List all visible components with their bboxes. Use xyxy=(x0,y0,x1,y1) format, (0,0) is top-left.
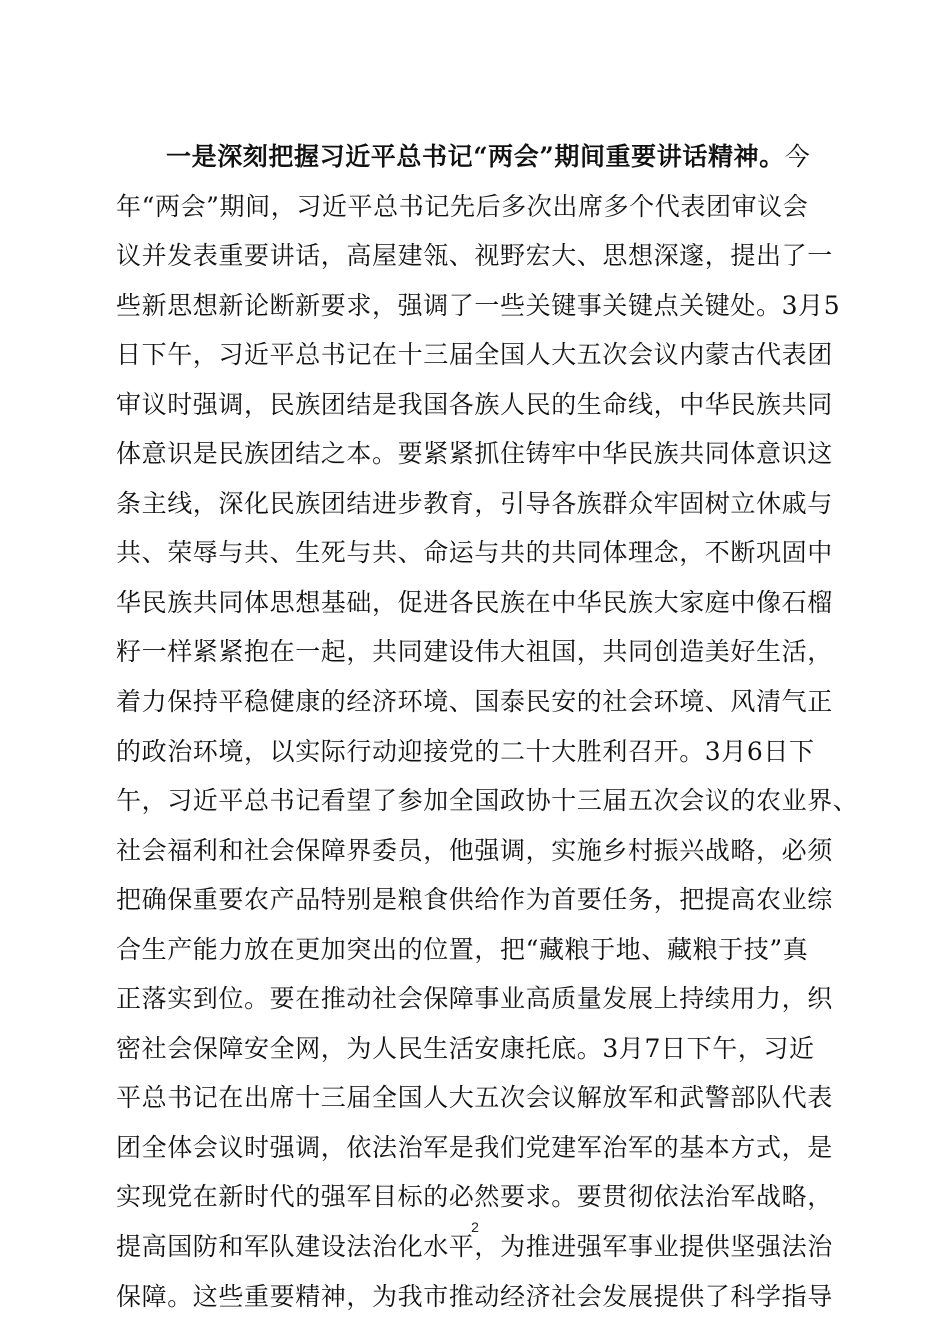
paragraph-line: 午，习近平总书记看望了参加全国政协十三届五次会议的农业界、 xyxy=(116,786,859,816)
paragraph-line: 审议时强调，民族团结是我国各族人民的生命线，中华民族共同 xyxy=(116,389,833,419)
paragraph-line: 着力保持平稳健康的经济环境、国泰民安的社会环境、风清气正 xyxy=(116,687,833,717)
paragraph-line-1 xyxy=(116,132,838,182)
paragraph-line: 共、荣辱与共、生死与共、命运与共的共同体理念，不断巩固中 xyxy=(116,538,833,568)
paragraph-line: 密社会保障安全网，为人民生活安康托底。3月7日下午，习近 xyxy=(116,1033,815,1063)
paragraph-text: 今 xyxy=(784,142,811,171)
paragraph-lead-heading: 一是深刻把握习近平总书记“两会”期间重要讲话精神。 xyxy=(166,142,785,171)
paragraph-line: 实现党在新时代的强军目标的必然要求。要贯彻依法治军战略， xyxy=(116,1182,833,1212)
paragraph-line: 条主线，深化民族团结进步教育，引导各族群众牢固树立休戚与 xyxy=(116,488,833,518)
page-number: 2 xyxy=(471,1219,479,1235)
paragraph-line: 华民族共同体思想基础，促进各民族在中华民族大家庭中像石榴 xyxy=(116,587,833,617)
paragraph-line: 些新思想新论断新要求，强调了一些关键事关键点关键处。3月5 xyxy=(116,290,841,320)
paragraph-line: 合生产能力放在更加突出的位置，把“藏粮于地、藏粮于技”真 xyxy=(116,934,809,964)
body-paragraph xyxy=(116,132,859,1321)
paragraph-line: 日下午，习近平总书记在十三届全国人大五次会议内蒙古代表团 xyxy=(116,340,833,370)
paragraph-line: 把确保重要农产品特别是粮食供给作为首要任务，把提高农业综 xyxy=(116,885,833,915)
paragraph-line: 社会福利和社会保障界委员，他强调，实施乡村振兴战略，必须 xyxy=(116,835,833,865)
paragraph-line: 籽一样紧紧抱在一起，共同建设伟大祖国，共同创造美好生活， xyxy=(116,637,833,667)
paragraph-line: 团全体会议时强调，依法治军是我们党建军治军的基本方式，是 xyxy=(116,1132,833,1162)
paragraph-line: 体意识是民族团结之本。要紧紧抓住铸牢中华民族共同体意识这 xyxy=(116,439,833,469)
paragraph-line: 的政治环境，以实际行动迎接党的二十大胜利召开。3月6日下 xyxy=(116,736,815,766)
paragraph-line: 正落实到位。要在推动社会保障事业高质量发展上持续用力，织 xyxy=(116,984,833,1014)
paragraph-line: 议并发表重要讲话，高屋建瓴、视野宏大、思想深邃，提出了一 xyxy=(116,241,833,271)
paragraph-line: 年“两会”期间，习近平总书记先后多次出席多个代表团审议会 xyxy=(116,191,809,221)
paragraph-line: 提高国防和军队建设法治化水平，为推进强军事业提供坚强法治 xyxy=(116,1232,833,1262)
paragraph-line: 平总书记在出席十三届全国人大五次会议解放军和武警部队代表 xyxy=(116,1083,833,1113)
paragraph-line: 保障。这些重要精神，为我市推动经济社会发展提供了科学指导 xyxy=(116,1281,833,1311)
